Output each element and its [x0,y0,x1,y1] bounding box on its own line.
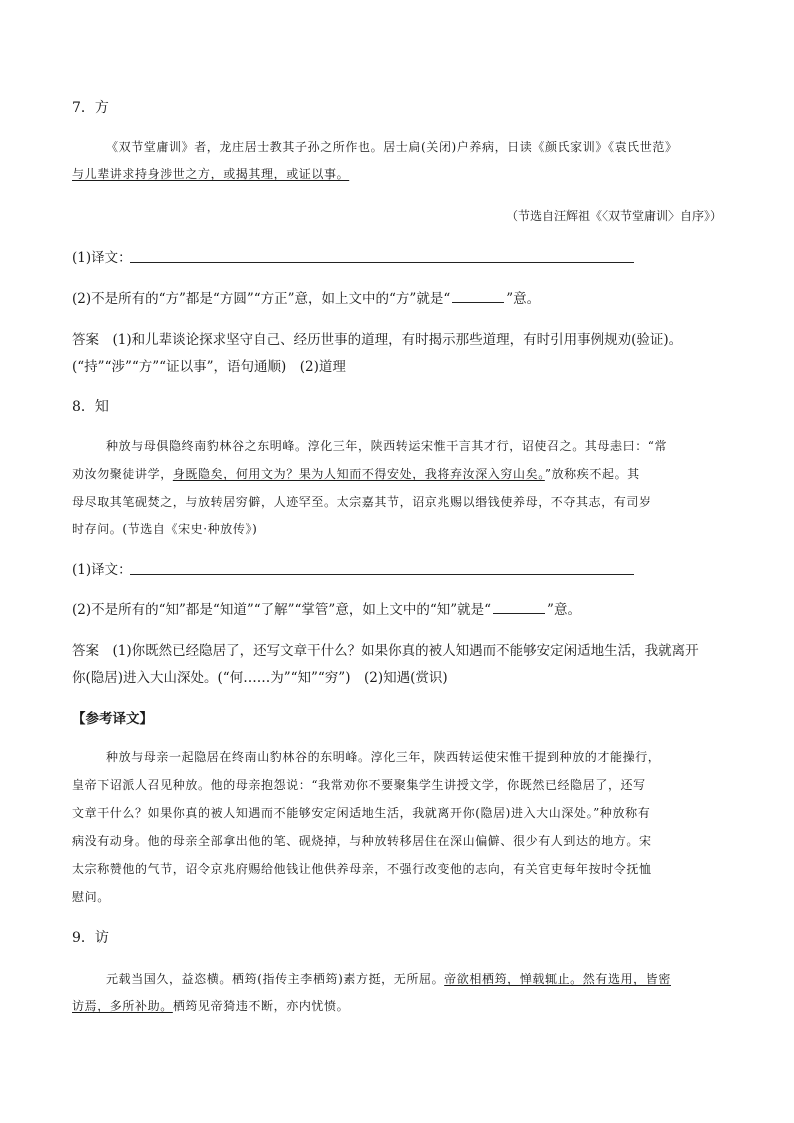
q9-line1-underlined: 帝欲相栖筠，惮载辄止。然有选用，皆密 [444,972,671,986]
q8-blank [493,612,545,614]
reference-line6: 慰问。 [72,890,110,904]
q7-translate-line [130,262,634,263]
q9-passage-line1 [106,970,671,987]
q8-q2-before: (2)不是所有的“知”都是“知道”“了解”“掌管”意，如上文中的“知”就是“ [72,602,492,618]
q8-line2-a: 劝汝勿聚徒讲学， [72,467,173,481]
q8-passage-line4: 时存问。(节选自《宋史·种放传》) [72,522,258,536]
q8-line2-underlined: 身既隐矣，何用文为？果为人知而不得安处，我将弃汝深入穷山矣。 [172,467,545,481]
q7-q2-after: ”意。 [506,291,541,307]
q7-passage-line2: 与儿辈讲求持身涉世之方，或揭其理，或证以事。 [72,167,350,181]
q9-line2-b: 栖筠见帝猗违不断，亦内忧愤。 [172,999,350,1013]
q7-answer-line1: 答案 (1)和儿辈谈论探求坚守自己、经历世事的道理，有时揭示那些道理，有时引用事例规劝(验证)。 [72,332,683,348]
q7-translate-label: (1)译文： [72,250,132,266]
reference-label: 【参考译文】 [72,711,153,727]
reference-line3: 文章干什么？如果你真的被人知遇而不能够安定闲适地生活，我就离开你(隐居)进入大山深处。”种放称有 [72,806,651,820]
q7-heading: 7．方 [72,100,109,116]
q8-passage-line1: 种放与母俱隐终南豹林谷之东明峰。淳化三年，陕西转运宋惟干言其才行，诏使召之。其母恚曰：“常 [106,439,668,453]
q9-line1-a: 元载当国久，益恣横。栖筠(指传主李栖筠)素方挺，无所屈。 [106,972,445,986]
q7-passage-line1: 《双节堂庸训》者，龙庄居士教其子孙之所作也。居士扃(关闭)户养病，日读《颜氏家训》《袁氏世范》 [106,140,678,154]
reference-line4: 病没有动身。他的母亲全部拿出他的笔、砚烧掉，与种放转移居住在深山偏僻、很少有人到达的地方。宋 [72,834,652,848]
q8-line2-b: ”放称疾不起。其 [544,467,640,481]
q8-answer-line2: 你(隐居)进入大山深处。(“何……为”“知”“穷”) (2)知遇(赏识) [72,670,448,686]
q8-translate-label: (1)译文： [72,562,132,578]
q9-heading: 9．访 [72,930,109,946]
q8-heading: 8．知 [72,399,109,415]
q7-sub-question [72,287,540,307]
q8-passage-line2 [72,465,640,482]
q9-line2-underlined: 访焉，多所补助。 [72,999,173,1013]
reference-line2: 皇帝下诏派人召见种放。他的母亲抱怨说：“我常劝你不要聚集学生讲授文学，你既然已经隐居了，还写 [72,778,646,792]
q7-answer-line2: (“持”“涉”“方”“证以事”，语句通顺) (2)道理 [72,359,346,375]
q8-q2-after: ”意。 [547,602,581,618]
q8-translate-line [130,574,634,575]
q7-blank [452,301,504,303]
q8-answer-line1: 答案 (1)你既然已经隐居了，还写文章干什么？如果你真的被人知遇而不能够安定闲适地生活，我就离开 [72,643,699,659]
q8-sub-question [72,598,581,618]
q8-passage-line3: 母尽取其笔砚焚之，与放转居穷僻，人迹罕至。太宗嘉其节，诏京兆赐以缗钱使养母，不夺其志，有司岁 [72,495,652,509]
q7-q2-before: (2)不是所有的“方”都是“方圆”“方正”意，如上文中的“方”就是“ [72,291,451,307]
q9-passage-line2 [72,997,349,1014]
reference-line5: 太宗称赞他的气节，诏令京兆府赐给他钱让他供养母亲，不强行改变他的志向，有关官吏每年按时令抚恤 [72,862,652,876]
q7-source: （节选自汪辉祖《〈双节堂庸训〉自序》） [505,209,722,223]
reference-line1: 种放与母亲一起隐居在终南山豹林谷的东明峰。淳化三年，陕西转运使宋惟干提到种放的才能操行， [106,750,661,764]
